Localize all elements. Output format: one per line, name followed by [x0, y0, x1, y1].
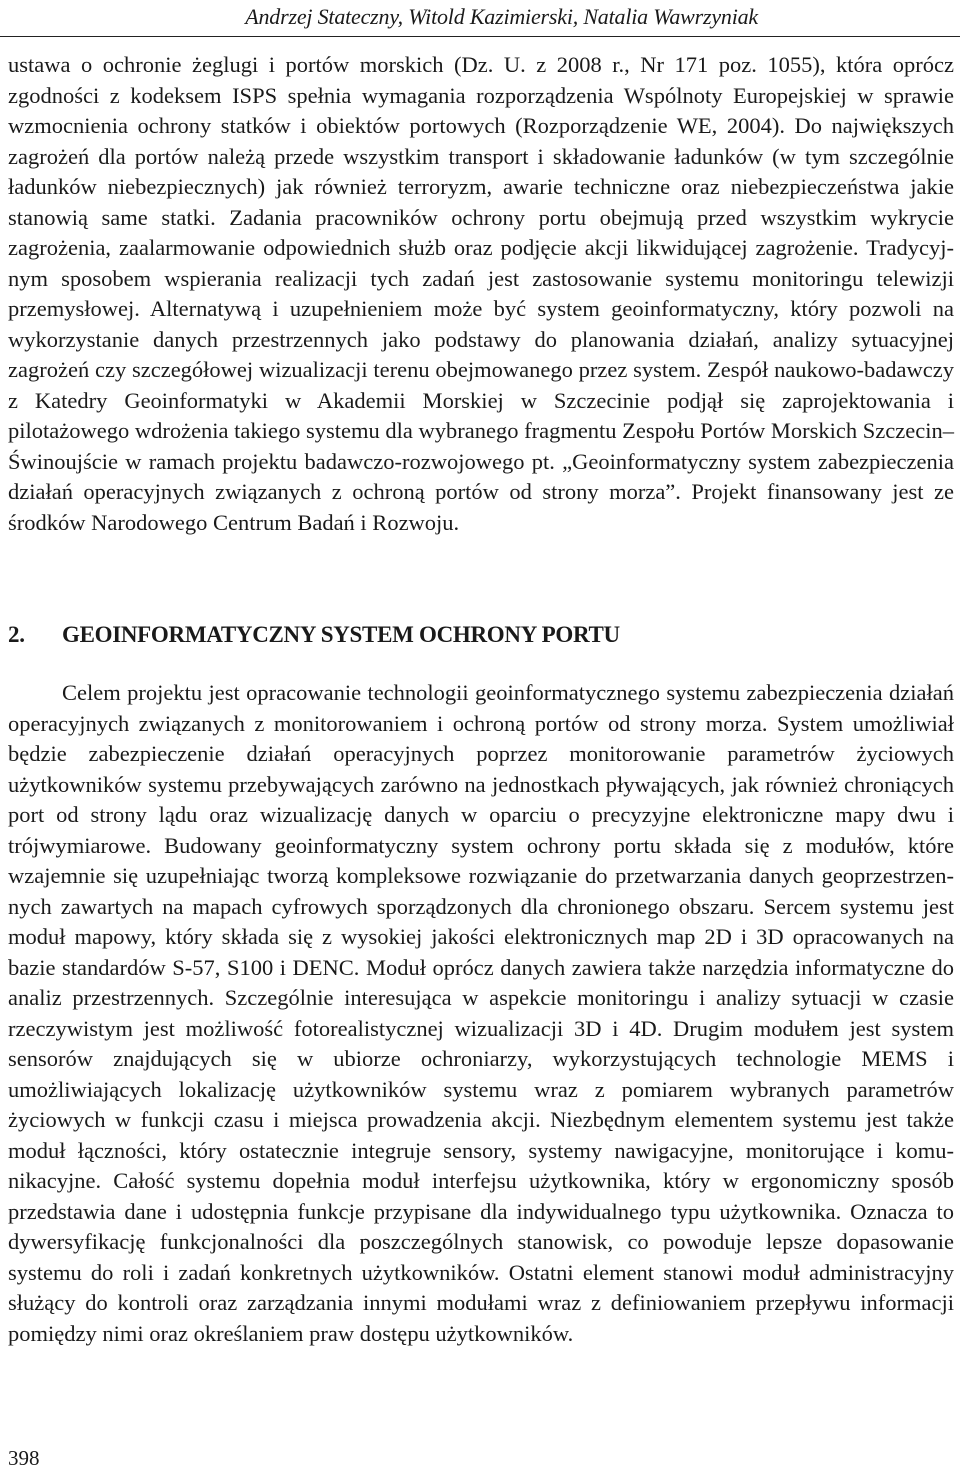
page-number: 398	[8, 1446, 40, 1470]
paragraph-text: Celem projektu jest opracowanie technologii geoinformatycznego systemu zabezpieczenia działań operacyjnych związanych z monitorowaniem i ochroną portów od strony morza. System umożliwiał będzie zabezpieczenie działań operacyjnych poprzez monitorowanie parametrów życiowych użytkowników systemu przebywających zarówno na jednostkach pływających, jak również chroniących port od strony lądu oraz wizualizację danych w oparciu o precyzyjne elektroniczne mapy dwu i trójwymiarowe. Budowany geoinformatyczny system ochrony portu składa się z modułów, które wzajemnie się uzupełniając tworzą kompleksowe rozwiązanie do przetwarzania danych geoprzestrzennych zawartych na mapach cyfrowych sporządzonych dla chronionego obszaru. Sercem systemu jest moduł mapowy, który składa się z wysokiej jakości elektronicznych map 2D i 3D opracowanych na bazie standardów S-57, S100 i DENC. Moduł oprócz danych zawiera także narzędzia informatyczne do analiz przestrzennych. Szczególnie interesująca w aspekcie monitoringu i analizy sytuacji w czasie rzeczywistym jest możliwość fotorealistycznej wizualizacji 3D i 4D. Drugim modułem jest system sensorów znajdujących się w ubiorze ochroniarzy, wykorzystujących technologie MEMS i umożliwiających lokalizację użytkowników systemu wraz z pomiarem wybranych parametrów życiowych w funkcji czasu i miejsca prowadzenia akcji. Niezbędnym elementem systemu jest także moduł łączności, który ostatecznie integruje sensory, systemy nawigacyjne, monitorujące i komunikacyjne. Całość systemu dopełnia moduł interfejsu użytkownika, który w ergonomiczny sposób przedstawia dane i udostępnia funkcje przypisane dla indywidualnego typu użytkownika. Oznacza to dywersyfikację funkcjonalności dla poszczególnych stanowisk, co powoduje lepsze dopasowanie systemu do roli i zadań konkretnych użytkowników. Ostatni element stanowi moduł administracyjny służący do kontroli oraz zarządzania innymi modułami wraz z definiowaniem przepływu informacji pomiędzy nimi oraz określaniem praw dostępu użytkowników.	[8, 680, 954, 1346]
section-heading	[8, 620, 620, 650]
body-paragraph-1	[8, 50, 954, 538]
paragraph-text: ustawa o ochronie żeglugi i portów morskich (Dz. U. z 2008 r., Nr 171 poz. 1055), która oprócz zgodności z kodeksem ISPS spełnia wymagania rozporządzenia Wspólnoty Europejskiej w sprawie wzmocnienia ochrony statków i obiektów portowych (Rozporządzenie WE, 2004). Do największych zagrożeń dla portów należą przede wszystkim transport i składowanie ładunków (w tym szczególnie ładunków niebezpiecznych) jak również terroryzm, awarie techniczne oraz niebezpieczeństwa jakie stanowią same statki. Zadania pracowników ochrony portu obejmują przed wszystkim wykrycie zagrożenia, zaalarmowanie odpowiednich służb oraz podjęcie akcji likwidującej zagrożenie. Tradycyjnym sposobem wspierania realizacji tych zadań jest zastosowanie systemu monitoringu telewizji przemysłowej. Alternatywą i uzupełnieniem może być system geoinformatyczny, który pozwoli na wykorzystanie danych przestrzennych jako podstawy do planowania działań, analizy sytuacyjnej zagrożeń czy szczegółowej wizualizacji terenu obejmowanego przez system. Zespół naukowo-badawczy z Katedry Geoinformatyki w Akademii Morskiej w Szczecinie podjął się zaprojektowania i pilotażowego wdrożenia takiego systemu dla wybranego fragmentu Zespołu Portów Morskich Szczecin–Świnoujście w ramach projektu badawczo-rozwojowego pt. „Geoinformatyczny system zabezpieczenia działań operacyjnych związanych z ochroną portów od strony morza”. Projekt finansowany jest ze środków Narodowego Centrum Badań i Rozwoju.	[8, 52, 954, 535]
body-paragraph-2	[8, 678, 954, 1349]
section-number: 2.	[8, 622, 25, 647]
running-header	[0, 0, 960, 37]
header-authors: Andrzej Stateczny, Witold Kazimierski, Natalia Wawrzyniak	[245, 4, 758, 29]
section-title: GEOINFORMATYCZNY SYSTEM OCHRONY PORTU	[62, 622, 620, 647]
